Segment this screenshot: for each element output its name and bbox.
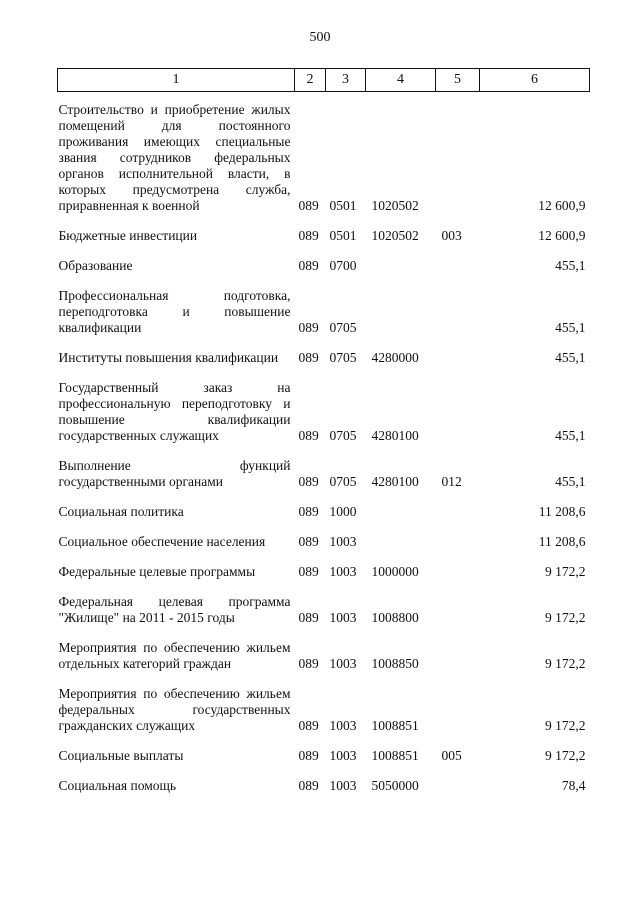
row-code-2: 089 — [298, 610, 319, 625]
row-code-2: 089 — [298, 474, 319, 489]
row-amount: 455,1 — [555, 428, 586, 443]
table-row — [58, 244, 590, 274]
row-code-4 — [366, 490, 436, 520]
table-row — [58, 550, 590, 580]
page-number: 500 — [309, 30, 331, 45]
row-code-5 — [436, 244, 480, 274]
row-code-5 — [436, 336, 480, 366]
row-name: Государственный заказ на профессиональную переподготовку и повышение квалификации государственных служащих — [58, 380, 291, 443]
row-code-4: 1020502 — [371, 198, 419, 213]
table-row — [58, 626, 590, 672]
row-name: Бюджетные инвестиции — [58, 228, 198, 243]
row-code-3: 0501 — [329, 228, 357, 243]
header-col-1: 1 — [58, 69, 295, 92]
row-code-2: 089 — [298, 258, 319, 273]
row-code-3: 0501 — [329, 198, 357, 213]
row-code-2: 089 — [298, 198, 319, 213]
row-code-3: 1000 — [329, 504, 357, 519]
row-code-5 — [436, 626, 480, 672]
row-code-5 — [436, 274, 480, 336]
table-row — [58, 366, 590, 444]
row-name: Профессиональная подготовка, переподготовка и повышение квалификации — [58, 288, 291, 335]
header-col-5: 5 — [436, 69, 480, 92]
row-code-5 — [436, 672, 480, 734]
header-col-6: 6 — [480, 69, 590, 92]
row-code-5: 005 — [441, 748, 462, 763]
row-code-5 — [436, 366, 480, 444]
table-row — [58, 672, 590, 734]
row-amount: 12 600,9 — [538, 228, 586, 243]
row-name: Социальная политика — [58, 504, 184, 519]
row-amount: 455,1 — [555, 350, 586, 365]
row-name: Федеральные целевые программы — [58, 564, 256, 579]
row-code-3: 0705 — [329, 350, 357, 365]
row-amount: 78,4 — [561, 778, 586, 793]
row-code-4: 4280100 — [371, 428, 419, 443]
row-code-3: 1003 — [329, 610, 357, 625]
row-code-3: 1003 — [329, 656, 357, 671]
table-header — [58, 69, 590, 92]
row-code-2: 089 — [298, 778, 319, 793]
row-amount: 11 208,6 — [538, 504, 586, 519]
row-amount: 12 600,9 — [538, 198, 586, 213]
row-amount: 9 172,2 — [545, 748, 586, 763]
row-code-4 — [366, 520, 436, 550]
row-code-2: 089 — [298, 504, 319, 519]
row-code-4: 1008851 — [371, 748, 419, 763]
table-row — [58, 336, 590, 366]
row-amount: 455,1 — [555, 320, 586, 335]
row-code-2: 089 — [298, 564, 319, 579]
row-code-5 — [436, 92, 480, 215]
table-row — [58, 274, 590, 336]
row-code-4: 5050000 — [371, 778, 419, 793]
row-code-5 — [436, 490, 480, 520]
budget-table — [57, 68, 590, 794]
row-name: Институты повышения квалификации — [58, 350, 279, 365]
row-code-4 — [366, 274, 436, 336]
row-code-3: 1003 — [329, 778, 357, 793]
header-col-4: 4 — [366, 69, 436, 92]
row-name: Выполнение функций государственными органами — [58, 458, 291, 489]
row-code-4: 1020502 — [371, 228, 419, 243]
header-row — [58, 69, 590, 92]
table-row — [58, 214, 590, 244]
row-amount: 9 172,2 — [545, 564, 586, 579]
row-code-2: 089 — [298, 534, 319, 549]
header-col-3: 3 — [326, 69, 366, 92]
row-code-3: 0705 — [329, 428, 357, 443]
row-code-4: 1000000 — [371, 564, 419, 579]
row-code-3: 0705 — [329, 320, 357, 335]
table-row — [58, 520, 590, 550]
row-code-2: 089 — [298, 350, 319, 365]
row-amount: 9 172,2 — [545, 610, 586, 625]
row-code-4 — [366, 244, 436, 274]
table-row — [58, 734, 590, 764]
row-code-4: 4280000 — [371, 350, 419, 365]
row-amount: 455,1 — [555, 474, 586, 489]
row-amount: 9 172,2 — [545, 656, 586, 671]
row-code-5 — [436, 764, 480, 794]
row-code-2: 089 — [298, 748, 319, 763]
row-code-3: 0700 — [329, 258, 357, 273]
table-row — [58, 92, 590, 215]
row-code-5 — [436, 580, 480, 626]
row-code-3: 1003 — [329, 564, 357, 579]
row-code-4: 4280100 — [371, 474, 419, 489]
row-name: Федеральная целевая программа "Жилище" на 2011 - 2015 годы — [58, 594, 291, 625]
row-name: Образование — [58, 258, 133, 273]
row-amount: 11 208,6 — [538, 534, 586, 549]
table-row — [58, 444, 590, 490]
row-code-2: 089 — [298, 428, 319, 443]
row-code-4: 1008800 — [371, 610, 419, 625]
row-code-5 — [436, 550, 480, 580]
row-name: Социальные выплаты — [58, 748, 184, 763]
table-row — [58, 580, 590, 626]
row-code-4: 1008850 — [371, 656, 419, 671]
row-code-3: 1003 — [329, 718, 357, 733]
row-code-4: 1008851 — [371, 718, 419, 733]
row-code-3: 1003 — [329, 748, 357, 763]
row-code-2: 089 — [298, 656, 319, 671]
row-amount: 455,1 — [555, 258, 586, 273]
row-code-3: 0705 — [329, 474, 357, 489]
row-code-5: 003 — [441, 228, 462, 243]
row-code-2: 089 — [298, 320, 319, 335]
table-row — [58, 490, 590, 520]
row-code-5: 012 — [441, 474, 462, 489]
row-code-2: 089 — [298, 718, 319, 733]
row-name: Социальное обеспечение населения — [58, 534, 266, 549]
row-name: Мероприятия по обеспечению жильем федеральных государственных гражданских служащих — [58, 686, 291, 733]
row-name: Мероприятия по обеспечению жильем отдельных категорий граждан — [58, 640, 291, 671]
table-row — [58, 764, 590, 794]
row-name: Социальная помощь — [58, 778, 177, 793]
row-code-3: 1003 — [329, 534, 357, 549]
header-col-2: 2 — [295, 69, 326, 92]
table-body — [58, 92, 590, 795]
row-code-2: 089 — [298, 228, 319, 243]
row-code-5 — [436, 520, 480, 550]
row-amount: 9 172,2 — [545, 718, 586, 733]
row-name: Строительство и приобретение жилых помещений для постоянного проживания имеющих специальные звания сотрудников федеральных органов исполнительной власти, в которых предусмотрена служба, приравненная к военной — [58, 102, 291, 213]
